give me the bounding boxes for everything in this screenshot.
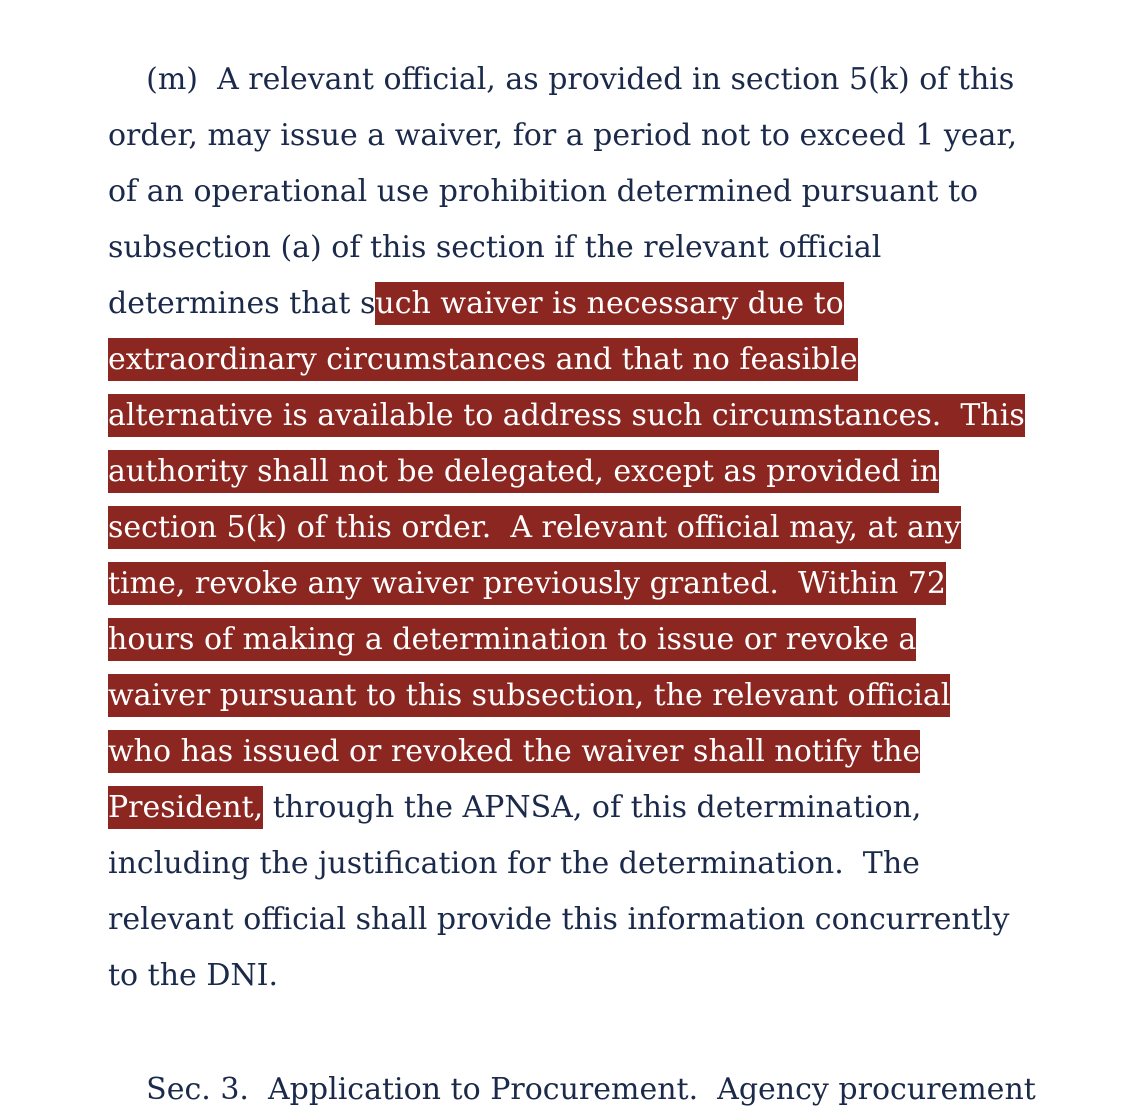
text-line bbox=[108, 948, 278, 1004]
highlighted-text[interactable]: uch waiver is necessary due to bbox=[375, 282, 843, 325]
text-line bbox=[108, 836, 920, 892]
highlighted-text[interactable]: extraordinary circumstances and that no feasible bbox=[108, 338, 858, 381]
text-run: (m) A relevant official, as provided in section 5(k) of this bbox=[108, 62, 1015, 97]
text-line bbox=[108, 388, 1025, 444]
text-run: through the APNSA, of this determination, bbox=[263, 790, 922, 825]
text-run: including the justification for the determination. The bbox=[108, 846, 920, 881]
text-line bbox=[108, 612, 916, 668]
text-run: determines that s bbox=[108, 286, 376, 321]
text-run: relevant official shall provide this information concurrently bbox=[108, 902, 1010, 937]
text-line bbox=[108, 332, 858, 388]
highlighted-text[interactable]: hours of making a determination to issue or revoke a bbox=[108, 618, 916, 661]
next-section-heading: Sec. 3. Application to Procurement. Agency procurement bbox=[108, 1072, 1036, 1107]
highlighted-text[interactable]: who has issued or revoked the waiver shall notify the bbox=[108, 730, 920, 773]
text-line bbox=[108, 780, 921, 836]
text-run: subsection (a) of this section if the relevant official bbox=[108, 230, 882, 265]
text-line bbox=[108, 500, 961, 556]
text-line bbox=[108, 164, 978, 220]
text-line bbox=[108, 892, 1009, 948]
text-line bbox=[108, 276, 844, 332]
highlighted-text[interactable]: authority shall not be delegated, except as provided in bbox=[108, 450, 939, 493]
text-line bbox=[108, 52, 1014, 108]
text-run: of an operational use prohibition determined pursuant to bbox=[108, 174, 979, 209]
text-line bbox=[108, 444, 939, 500]
text-line bbox=[108, 220, 881, 276]
text-line bbox=[108, 108, 1017, 164]
highlighted-text[interactable]: section 5(k) of this order. A relevant official may, at any bbox=[108, 506, 961, 549]
highlighted-text[interactable]: President, bbox=[108, 786, 263, 829]
highlighted-text[interactable]: alternative is available to address such circumstances. This bbox=[108, 394, 1025, 437]
text-line bbox=[108, 556, 946, 612]
highlighted-text[interactable]: time, revoke any waiver previously granted. Within 72 bbox=[108, 562, 946, 605]
text-line bbox=[108, 724, 920, 780]
text-run: order, may issue a waiver, for a period not to exceed 1 year, bbox=[108, 118, 1017, 153]
text-line bbox=[108, 668, 950, 724]
highlighted-text[interactable]: waiver pursuant to this subsection, the relevant official bbox=[108, 674, 950, 717]
text-run: to the DNI. bbox=[108, 958, 279, 993]
